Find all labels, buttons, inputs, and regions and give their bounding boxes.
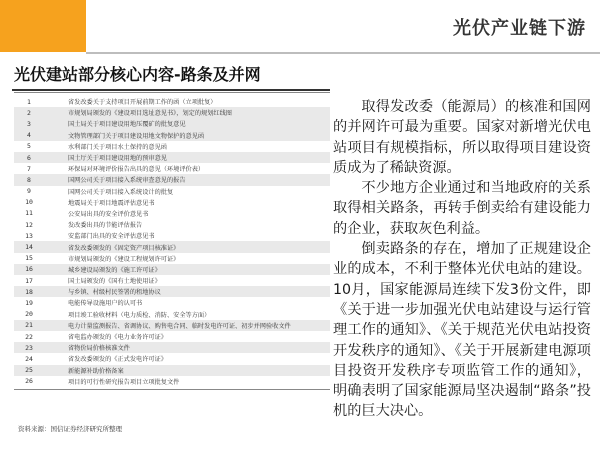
row-text: 项目竣工验收材料（电力质检、消防、安全等方面） — [68, 311, 211, 319]
row-number: 18 — [25, 287, 33, 296]
row-number: 17 — [25, 276, 33, 285]
row-text: 省发改委关于支持项目开展前期工作的函（立项批复） — [68, 99, 217, 107]
row-text: 公安局出具的安全评价意见书 — [68, 210, 149, 218]
row-number: 23 — [25, 343, 33, 352]
row-text: 省电监办颁发的《电力业务许可证》 — [68, 334, 167, 342]
row-number: 15 — [25, 254, 33, 263]
table-row — [14, 365, 330, 376]
row-text: 电能传导设施用户的认可书 — [68, 300, 143, 308]
table-row — [14, 253, 330, 264]
row-text: 市规划局颁发的《建设工程规划许可证》 — [68, 255, 180, 263]
row-text: 安监部门出具的安全评估意见书 — [68, 233, 155, 241]
table-row — [14, 107, 330, 118]
row-number: 26 — [25, 377, 33, 386]
row-text: 与乡镇、村级村民签署的租地协议 — [68, 289, 161, 297]
table-body — [14, 96, 330, 387]
row-number: 16 — [25, 265, 33, 274]
table-top-border — [14, 92, 330, 93]
row-text: 电力计量监测报告、省调协议、购售电合同、临时发电许可证、初步并网验收文件 — [68, 322, 291, 330]
row-text: 省发改委颁发的《正式发电许可证》 — [68, 356, 167, 364]
row-number: 20 — [25, 310, 33, 319]
table-row — [14, 130, 330, 141]
row-number: 24 — [25, 354, 33, 363]
row-text: 新能源补助价格备案 — [68, 367, 124, 375]
row-text: 水利部门关于项目水土保持的意见函 — [68, 143, 167, 151]
row-text: 省物价局价格核准文件 — [68, 345, 130, 353]
row-number: 8 — [27, 175, 31, 184]
row-number: 3 — [27, 119, 31, 128]
table-row — [14, 197, 330, 208]
row-number: 14 — [25, 243, 33, 252]
table-row — [14, 163, 330, 174]
table-row — [14, 118, 330, 129]
header-title: 光伏产业链下游 — [453, 18, 586, 39]
row-text: 省发改委颁发的《固定资产项目核准证》 — [68, 244, 180, 252]
row-text: 发改委出具的节能评估报告 — [68, 222, 143, 230]
table-row — [14, 174, 330, 185]
row-number: 19 — [25, 298, 33, 307]
table-source: 资料来源：国信证券经济研究所整理 — [18, 425, 122, 433]
row-number: 10 — [25, 198, 33, 207]
row-number: 21 — [25, 321, 33, 330]
table-row — [14, 96, 330, 107]
table-row — [14, 152, 330, 163]
table-row — [14, 297, 330, 308]
table-row — [14, 331, 330, 342]
table-row — [14, 376, 330, 387]
row-text: 项目的可行性研究报告项目立项批复文件 — [68, 378, 180, 386]
table-row — [14, 264, 330, 275]
row-number: 5 — [27, 142, 31, 151]
table-row — [14, 230, 330, 241]
row-number: 11 — [25, 209, 33, 218]
paragraph-2: 不少地方企业通过和当地政府的关系取得相关路条，再转手倒卖给有建设能力的企业，获取灰色利益。 — [333, 180, 591, 237]
table-row — [14, 275, 330, 286]
table-row — [14, 241, 330, 252]
paragraph-3: 倒卖路条的存在，增加了正规建设企业的成本，不利于整体光伏电站的建设。10月，国家能源局连续下发3份文件，即《关于进一步加强光伏电站建设与运行管理工作的通知》、《关于规范光伏电站投资开发秩序的通知》、《关于开展新建电源项目投资开发秩序专项监管工作的通知》，明确表明了国家能源局坚决遏制“路条”投机的巨大决心。 — [333, 241, 591, 420]
table-row — [14, 186, 330, 197]
row-text: 市规划局颁发的《建设项目选址意见书》，划定的规划红线图 — [68, 110, 232, 118]
body-text — [333, 97, 591, 422]
row-number: 25 — [25, 366, 33, 375]
page-title: 光伏建站部分核心内容-路条及并网 — [14, 65, 261, 84]
table-row — [14, 342, 330, 353]
row-text: 国土局颁发的《国有土地使用证》 — [68, 278, 161, 286]
table-row — [14, 320, 330, 331]
row-number: 4 — [27, 131, 31, 140]
row-text: 文物管理部门关于项目建设用地文物保护的意见函 — [68, 132, 205, 140]
table-bottom-border — [14, 389, 330, 390]
row-text: 国土局关于项目建设用地压覆矿的批复意见 — [68, 121, 186, 129]
row-number: 6 — [27, 153, 31, 162]
row-text: 国网公司关于项目接入系统审查意见的报告 — [68, 177, 186, 185]
row-text: 国网公司关于项目接入系统设计的批复 — [68, 188, 174, 196]
approval-table — [14, 92, 330, 390]
title-underline — [12, 89, 330, 91]
table-row — [14, 353, 330, 364]
row-text: 城乡建设局颁发的《施工许可证》 — [68, 266, 161, 274]
table-row — [14, 141, 330, 152]
row-number: 12 — [25, 220, 33, 229]
row-number: 9 — [27, 187, 31, 196]
table-row — [14, 208, 330, 219]
row-number: 22 — [25, 332, 33, 341]
row-number: 2 — [27, 108, 31, 117]
header-divider — [86, 52, 600, 54]
row-text: 环保局对环境评价报告出具的意见（环境评价表） — [68, 166, 205, 174]
row-number: 1 — [27, 97, 31, 106]
row-number: 13 — [25, 231, 33, 240]
accent-bar — [0, 0, 86, 52]
paragraph-1: 取得发改委（能源局）的核准和国网的并网许可最为重要。国家对新增光伏电站项目有规模指标，所以取得项目建设资质成为了稀缺资源。 — [333, 99, 591, 176]
row-text: 国土厅关于项目建设用地的预审意见 — [68, 155, 167, 163]
row-text: 地震局关于项目地震评估意见书 — [68, 199, 155, 207]
table-row — [14, 219, 330, 230]
table-row — [14, 309, 330, 320]
table-row — [14, 286, 330, 297]
row-number: 7 — [27, 164, 31, 173]
